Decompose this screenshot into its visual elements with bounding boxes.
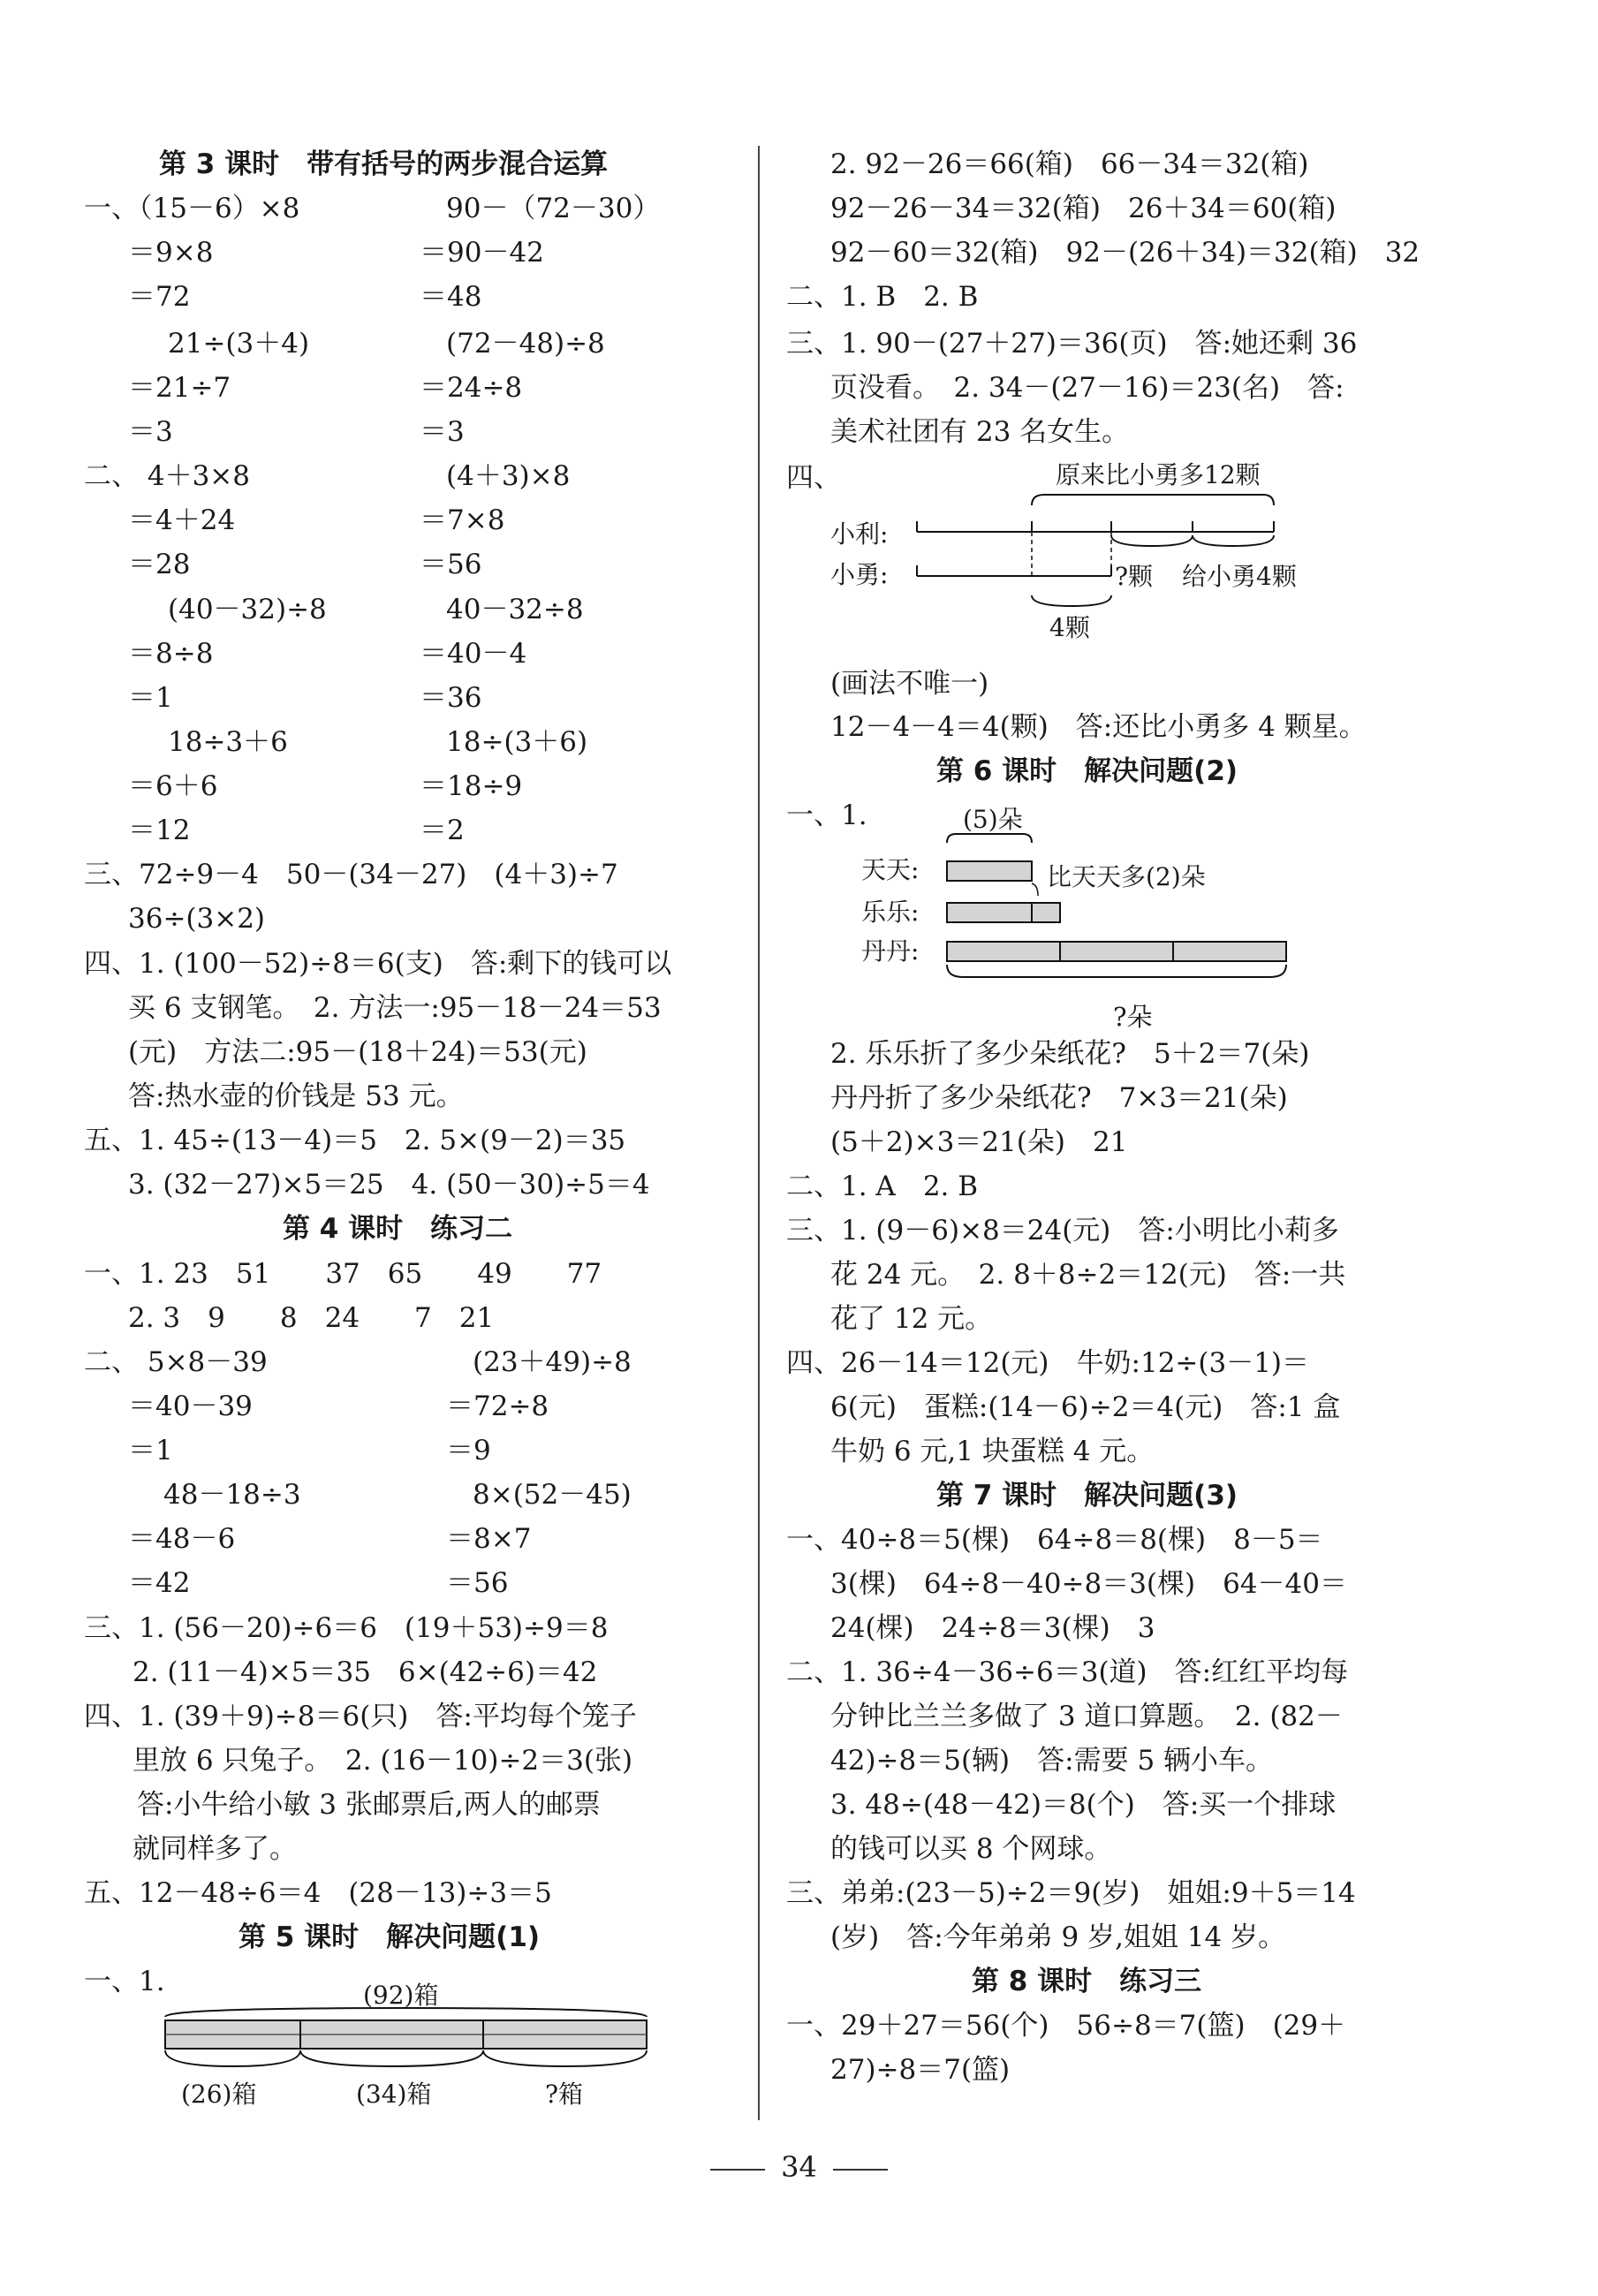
answer-line: 分钟比兰兰多做了 3 道口算题。 2. (82－ [830, 1701, 1343, 1732]
answer-line: ＝8÷8 [128, 638, 214, 670]
stars-diagram-lower [786, 594, 1440, 647]
answer-line: ＝42 [128, 1567, 191, 1599]
answer-line: 四、1. (39＋9)÷8＝6(只) 答:平均每个笼子 [84, 1701, 637, 1732]
answer-line: 2. 3 9 8 24 7 21 [128, 1302, 495, 1334]
answer-line: 一、1. [84, 1966, 165, 1997]
flowers-top-label: (5)朵 [963, 805, 1023, 834]
tiantian-bar [947, 861, 1032, 881]
answer-line: 一、1. [786, 799, 867, 831]
answer-line: ＝3 [128, 416, 173, 448]
page-number-text: 34 [781, 2150, 817, 2184]
answer-line: 四、26－14＝12(元) 牛奶:12÷(3－1)＝ [786, 1347, 1310, 1379]
answer-line: 6(元) 蛋糕:(14－6)÷2＝4(元) 答:1 盒 [830, 1391, 1341, 1423]
answer-line: (元) 方法二:95－(18＋24)＝53(元) [128, 1036, 587, 1068]
section-title: 第 6 课时 解决问题(2) [936, 755, 1238, 787]
flowers-lele-label: 乐乐: [861, 898, 920, 927]
answer-line: 二、 5×8－39 [84, 1346, 268, 1378]
answer-line: 丹丹折了多少朵纸花? 7×3＝21(朵) [830, 1082, 1288, 1114]
answer-line: 牛奶 6 元,1 块蛋糕 4 元。 [830, 1436, 1155, 1467]
stars-q-label: ?颗 [1115, 562, 1154, 591]
answer-line: 3. 48÷(48－42)＝8(个) 答:买一个排球 [830, 1789, 1337, 1821]
diagram-part1-label: (26)箱 [181, 2080, 257, 2109]
answer-line: 里放 6 只兔子。 2. (16－10)÷2＝3(张) [133, 1745, 633, 1777]
answer-line: ＝7×8 [420, 504, 505, 536]
answer-line: 三、1. 90－(27＋27)＝36(页) 答:她还剩 36 [786, 328, 1358, 360]
lele-bar-part2 [1032, 903, 1060, 922]
page-number-dash-left [710, 2169, 765, 2171]
answer-line: (72－48)÷8 [446, 328, 605, 360]
answer-line: 二、1. 36÷4－36÷6＝3(道) 答:红红平均每 [786, 1656, 1349, 1688]
answer-line: 90－（72－30） [446, 193, 661, 224]
answer-line: 一、（15－6）×8 [84, 193, 300, 224]
answer-line: ＝24÷8 [420, 372, 523, 404]
answer-line: 48－18÷3 [163, 1479, 301, 1511]
answer-line: 12－4－4＝4(颗) 答:还比小勇多 4 颗星。 [830, 711, 1367, 743]
section-title: 第 7 课时 解决问题(3) [936, 1480, 1238, 1512]
answer-line: 36÷(3×2) [128, 903, 266, 935]
diagram-part2-label: (34)箱 [356, 2080, 432, 2109]
answer-line: 92－26－34＝32(箱) 26＋34＝60(箱) [830, 193, 1337, 224]
section-title: 第 4 课时 练习二 [283, 1213, 513, 1245]
answer-line: ＝72÷8 [446, 1390, 549, 1422]
diagram-part3-label: ?箱 [545, 2080, 584, 2109]
answer-line: ＝3 [420, 416, 465, 448]
answer-line: 18÷(3＋6) [446, 726, 588, 758]
flowers-diagram [786, 797, 1440, 996]
flowers-q-label: ?朵 [1113, 1002, 1153, 1032]
answer-line: (画法不唯一) [830, 668, 989, 700]
answer-line: 二、1. B 2. B [786, 281, 979, 313]
answer-line: ＝40－4 [420, 638, 527, 670]
answer-line: 3(棵) 64÷8－40÷8＝3(棵) 64－40＝ [830, 1568, 1348, 1600]
answer-line: 40－32÷8 [446, 594, 584, 625]
brace-give [1193, 535, 1274, 546]
answer-line: 答:热水壶的价钱是 53 元。 [128, 1080, 464, 1112]
answer-line: (岁) 答:今年弟弟 9 岁,姐姐 14 岁。 [830, 1921, 1286, 1953]
brace-part3 [483, 2050, 647, 2066]
brace-part1 [165, 2050, 300, 2066]
answer-line: ＝21÷7 [128, 372, 231, 404]
lele-bar-part1 [947, 903, 1032, 922]
answer-line: ＝4＋24 [128, 504, 236, 536]
answer-line: 2. 乐乐折了多少朵纸花? 5＋2＝7(朵) [830, 1038, 1310, 1070]
answer-line: 二、1. A 2. B [786, 1171, 979, 1202]
answer-line: 三、弟弟:(23－5)÷2＝9(岁) 姐姐:9＋5＝14 [786, 1877, 1356, 1909]
answer-line: (40－32)÷8 [168, 594, 327, 625]
answer-line: 24(棵) 24÷8＝3(棵) 3 [830, 1612, 1155, 1644]
answer-line: 一、40÷8＝5(棵) 64÷8＝8(棵) 8－5＝ [786, 1524, 1323, 1556]
answer-line: 答:小牛给小敏 3 张邮票后,两人的邮票 [137, 1789, 601, 1821]
answer-line: 四、1. (100－52)÷8＝6(支) 答:剩下的钱可以 [84, 948, 672, 980]
answer-line: ＝9 [446, 1435, 491, 1466]
answer-line: (23＋49)÷8 [473, 1346, 632, 1378]
answer-line: 27)÷8＝7(篮) [830, 2054, 1011, 2086]
answer-line: 美术社团有 23 名女生。 [830, 416, 1130, 448]
answer-line: 二、 4＋3×8 [84, 460, 250, 492]
answer-line: ＝1 [128, 1435, 173, 1466]
answer-line: ＝56 [420, 549, 482, 580]
answer-line: ＝48 [420, 281, 482, 313]
answer-line: ＝36 [420, 682, 482, 714]
answer-line: 页没看。 2. 34－(27－16)＝23(名) 答: [830, 372, 1344, 404]
answer-line: 就同样多了。 [133, 1833, 297, 1865]
answer-line: ＝18÷9 [420, 770, 523, 802]
answer-line: 8×(52－45) [473, 1479, 632, 1511]
stars-four-label: 4颗 [1049, 613, 1090, 642]
answer-line: 18÷3＋6 [168, 726, 288, 758]
answer-line: 3. (32－27)×5＝25 4. (50－30)÷5＝4 [128, 1169, 650, 1201]
stars-diagram [786, 452, 1440, 594]
answer-line: ＝90－42 [420, 237, 544, 269]
answer-line: 买 6 支钢笔。 2. 方法一:95－18－24＝53 [128, 992, 662, 1024]
answer-line: ＝2 [420, 815, 465, 846]
answer-line: ＝8×7 [446, 1523, 532, 1555]
dandan-bar-part1 [947, 942, 1060, 961]
answer-line: 一、1. 23 51 37 65 49 77 [84, 1258, 602, 1290]
brace-top [1032, 495, 1274, 505]
answer-line: 五、1. 45÷(13－4)＝5 2. 5×(9－2)＝35 [84, 1125, 626, 1156]
answer-line: (5＋2)×3＝21(朵) 21 [830, 1126, 1128, 1158]
flowers-tiantian-label: 天天: [861, 855, 920, 884]
answer-line: 三、72÷9－4 50－(34－27) (4＋3)÷7 [84, 859, 618, 890]
answer-line: 21÷(3＋4) [168, 328, 310, 360]
brace-part2 [300, 2050, 483, 2066]
brace-tian-top [947, 834, 1032, 843]
stars-lili-label: 小利: [830, 519, 889, 549]
answer-line: ＝56 [446, 1567, 509, 1599]
answer-line: 2. 92－26＝66(箱) 66－34＝32(箱) [830, 148, 1309, 180]
flowers-dandan-label: 丹丹: [861, 936, 920, 966]
section-title: 第 3 课时 带有括号的两步混合运算 [159, 148, 609, 180]
crates-diagram [84, 1974, 738, 2129]
answer-line: 五、12－48÷6＝4 (28－13)÷3＝5 [84, 1877, 552, 1909]
section-title: 第 5 课时 解决问题(1) [239, 1921, 541, 1953]
column-divider [758, 146, 760, 2120]
answer-line: ＝28 [128, 549, 191, 580]
answer-line: ＝6＋6 [128, 770, 218, 802]
dandan-bar-part2 [1060, 942, 1173, 961]
stars-yong-label: 小勇: [830, 560, 889, 589]
answer-line: ＝48－6 [128, 1523, 236, 1555]
answer-line: 三、1. (56－20)÷6＝6 (19＋53)÷9＝8 [84, 1612, 609, 1644]
answer-line: 四、 [786, 462, 841, 494]
page-number [0, 2148, 1598, 2186]
answer-line: ＝9×8 [128, 237, 214, 269]
section-title: 第 8 课时 练习三 [972, 1966, 1202, 1997]
answer-line: 42)÷8＝5(辆) 答:需要 5 辆小车。 [830, 1745, 1274, 1777]
stars-give-label: 给小勇4颗 [1182, 562, 1297, 591]
answer-line: 花 24 元。 2. 8＋8÷2＝12(元) 答:一共 [830, 1259, 1346, 1291]
brace-q [1111, 535, 1193, 546]
brace-four [1032, 595, 1111, 606]
answer-line: (4＋3)×8 [446, 460, 571, 492]
brace-dandan [947, 965, 1286, 977]
answer-line: 花了 12 元。 [830, 1303, 993, 1335]
flowers-more-label: 比天天多(2)朵 [1047, 862, 1206, 891]
answer-line: ＝72 [128, 281, 191, 313]
answer-line: ＝12 [128, 815, 191, 846]
diagram-total-label: (92)箱 [363, 1981, 439, 2010]
answer-line: 2. (11－4)×5＝35 6×(42÷6)＝42 [133, 1656, 598, 1688]
answer-line: ＝1 [128, 682, 173, 714]
answer-line: 92－60＝32(箱) 92－(26＋34)＝32(箱) 32 [830, 237, 1420, 269]
stars-top-label: 原来比小勇多12颗 [1056, 460, 1261, 489]
answer-line: ＝40－39 [128, 1390, 253, 1422]
brace-more [1032, 883, 1038, 896]
dandan-bar-part3 [1173, 942, 1286, 961]
answer-line: 一、29＋27＝56(个) 56÷8＝7(篮) (29＋ [786, 2010, 1346, 2042]
answer-line: 三、1. (9－6)×8＝24(元) 答:小明比小莉多 [786, 1215, 1339, 1247]
answer-line: 的钱可以买 8 个网球。 [830, 1833, 1112, 1865]
page-number-dash-right [833, 2169, 888, 2171]
